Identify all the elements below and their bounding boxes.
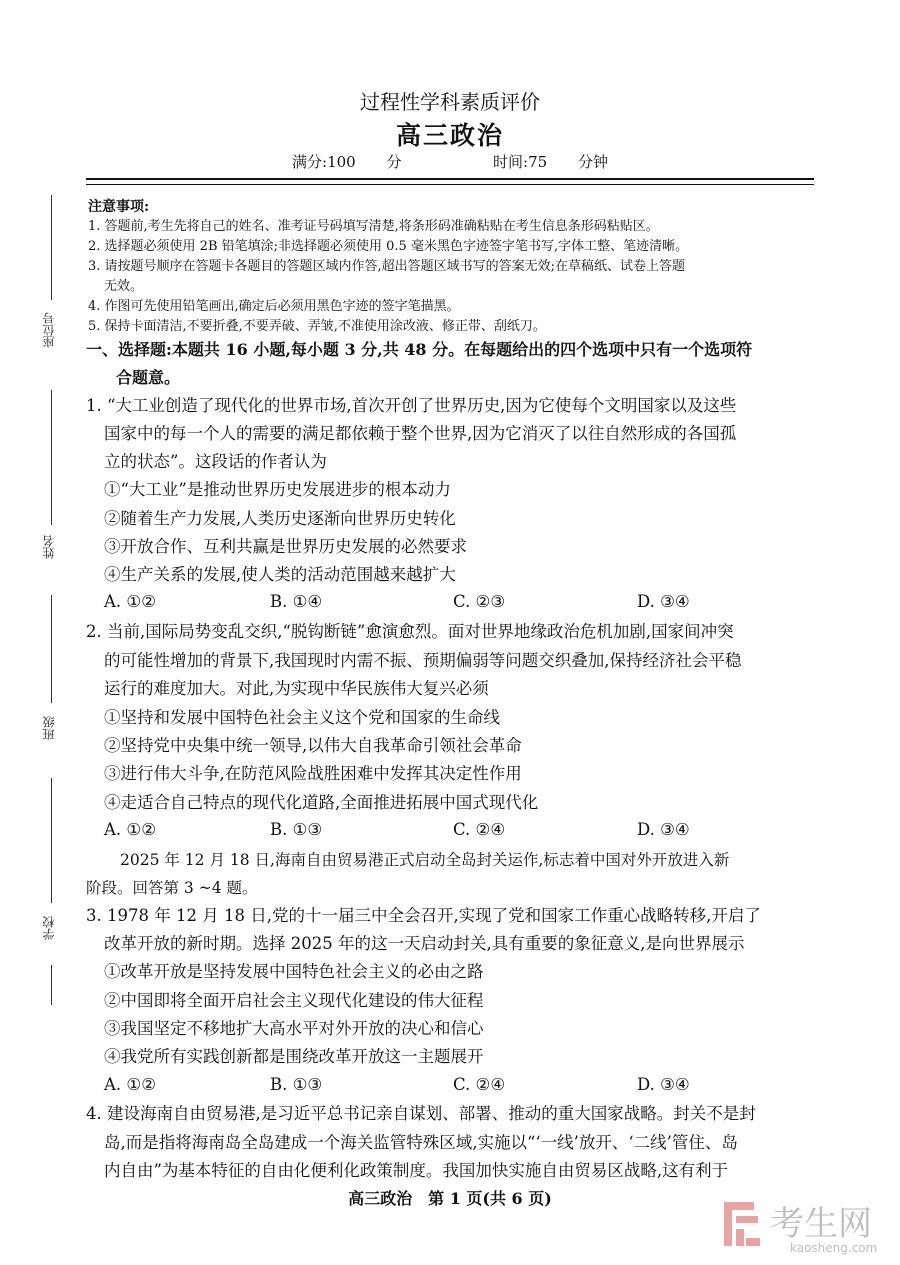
- question-1-option-d: D. ③④: [637, 592, 690, 611]
- notice-item: 3. 请按题号顺序在答题卡各题目的答题区域内作答,超出答题区域书写的答案无效;在草稿纸、试卷上答题: [88, 259, 686, 274]
- sidebar-line: [51, 390, 52, 525]
- watermark-text: 考生网: [770, 1204, 872, 1244]
- notice-item: 1. 答题前,考生先将自己的姓名、准考证号码填写清楚,将条形码准确粘贴在考生信息条形码粘贴区。: [88, 219, 659, 234]
- question-1-line: 立的状态”。这段话的作者认为: [104, 452, 327, 471]
- question-3-option-a: A. ①②: [104, 1075, 156, 1094]
- sidebar-class-label: 班级: [42, 716, 56, 740]
- question-1-item: ④生产关系的发展,使人类的活动范围越来越扩大: [104, 565, 456, 584]
- notice-item: 2. 选择题必须使用 2B 铅笔填涂;非选择题必须使用 0.5 毫米黑色字迹签字笔书写,字体工整、笔迹清晰。: [88, 239, 689, 254]
- question-2-option-d: D. ③④: [637, 820, 690, 839]
- question-1-item: ①“大工业”是推动世界历史发展进步的根本动力: [104, 480, 451, 499]
- time-info: 时间:75 分钟: [493, 153, 608, 171]
- exam-meta: [0, 151, 900, 172]
- header-rule-thin: [86, 184, 814, 185]
- watermark-url: kaosheng.com: [790, 1241, 878, 1255]
- question-2-line: 运行的难度加大。对此,为实现中华民族伟大复兴必须: [104, 679, 489, 698]
- watermark-logo-icon: [722, 1200, 762, 1248]
- notice-item: 4. 作图可先使用铅笔画出,确定后必须用黑色字迹的签字笔描黑。: [88, 299, 460, 314]
- notice-item: 5. 保持卡面清洁,不要折叠,不要弄破、弄皱,不准使用涂改液、修正带、刮纸刀。: [88, 319, 546, 334]
- question-2-item: ①坚持和发展中国特色社会主义这个党和国家的生命线: [104, 708, 500, 727]
- exam-subtitle: 过程性学科素质评价: [360, 90, 540, 114]
- sidebar-line: [51, 195, 52, 300]
- question-4-line: 4. 建设海南自由贸易港,是习近平总书记亲自谋划、部署、推动的重大国家战略。封关不是封: [86, 1104, 756, 1123]
- score-info: 满分:100 分: [292, 153, 402, 171]
- page-footer: 高三政治 第 1 页(共 6 页): [348, 1189, 552, 1208]
- question-2-line: 的可能性增加的背景下,我国现时内需不振、预期偏弱等问题交织叠加,保持经济社会平稳: [104, 651, 742, 670]
- question-2-item: ④走适合自己特点的现代化道路,全面推进拓展中国式现代化: [104, 793, 539, 812]
- sidebar-seat-label: 座位号: [42, 312, 56, 348]
- sidebar-line: [51, 595, 52, 703]
- notice-item: 无效。: [104, 279, 144, 294]
- question-3-line: 改革开放的新时期。选择 2025 年的这一天启动封关,具有重要的象征意义,是向世界展示: [104, 934, 745, 953]
- question-3-item: ③我国坚定不移地扩大高水平对外开放的决心和信心: [104, 1019, 484, 1038]
- question-4-line: 岛,而是指将海南岛全岛建成一个海关监管特殊区域,实施以“‘一线’放开、‘二线’管住、岛: [104, 1133, 738, 1152]
- question-3-option-d: D. ③④: [637, 1075, 690, 1094]
- question-2-line: 2. 当前,国际局势变乱交织,“脱钩断链”愈演愈烈。面对世界地缘政治危机加剧,国家间冲突: [86, 622, 734, 641]
- sidebar-line: [51, 965, 52, 1005]
- question-1-option-b: B. ①④: [270, 592, 323, 611]
- question-2-option-b: B. ①③: [270, 820, 323, 839]
- question-2-option-c: C. ②④: [453, 820, 506, 839]
- question-1-line: 1. “大工业创造了现代化的世界市场,首次开创了世界历史,因为它使每个文明国家以及这些: [86, 396, 737, 415]
- question-3-option-c: C. ②④: [453, 1075, 506, 1094]
- exam-title: 高三政治: [395, 121, 504, 150]
- sidebar-school-label: 学校: [42, 916, 56, 940]
- question-1-item: ②随着生产力发展,人类历史逐渐向世界历史转化: [104, 509, 456, 528]
- question-3-item: ④我党所有实践创新都是围绕改革开放这一主题展开: [104, 1047, 484, 1066]
- question-2-item: ②坚持党中央集中统一领导,以伟大自我革命引领社会革命: [104, 736, 522, 755]
- question-1-line: 国家中的每一个人的需要的满足都依赖于整个世界,因为它消灭了以往自然形成的各国孤: [104, 424, 737, 443]
- notice-title: 注意事项:: [88, 199, 150, 215]
- question-2-option-a: A. ①②: [104, 820, 156, 839]
- shared-stem-cont: 阶段。回答第 3 ~4 题。: [86, 879, 258, 897]
- header-rule-thick: [86, 178, 814, 180]
- question-3-item: ①改革开放是坚持发展中国特色社会主义的必由之路: [104, 962, 484, 981]
- question-4-line: 内自由”为基本特征的自由化便利化政策制度。我国加快实施自由贸易区战略,这有利于: [104, 1161, 729, 1180]
- question-3-option-b: B. ①③: [270, 1075, 323, 1094]
- sidebar-name-label: 姓名: [42, 535, 56, 559]
- question-3-line: 3. 1978 年 12 月 18 日,党的十一届三中全会召开,实现了党和国家工作重心战略转移,开启了: [86, 906, 761, 925]
- sidebar-line: [51, 778, 52, 903]
- section-heading: 一、选择题:本题共 16 小题,每小题 3 分,共 48 分。在每题给出的四个选项中只有一个选项符: [86, 340, 753, 359]
- question-1-option-a: A. ①②: [104, 592, 156, 611]
- question-1-option-c: C. ②③: [453, 592, 506, 611]
- question-3-item: ②中国即将全面开启社会主义现代化建设的伟大征程: [104, 991, 484, 1010]
- question-1-item: ③开放合作、互利共赢是世界历史发展的必然要求: [104, 537, 467, 556]
- section-heading-cont: 合题意。: [116, 368, 181, 387]
- shared-stem: 2025 年 12 月 18 日,海南自由贸易港正式启动全岛封关运作,标志着中国对外开放进入新: [120, 851, 730, 869]
- question-2-item: ③进行伟大斗争,在防范风险战胜困难中发挥其决定性作用: [104, 764, 522, 783]
